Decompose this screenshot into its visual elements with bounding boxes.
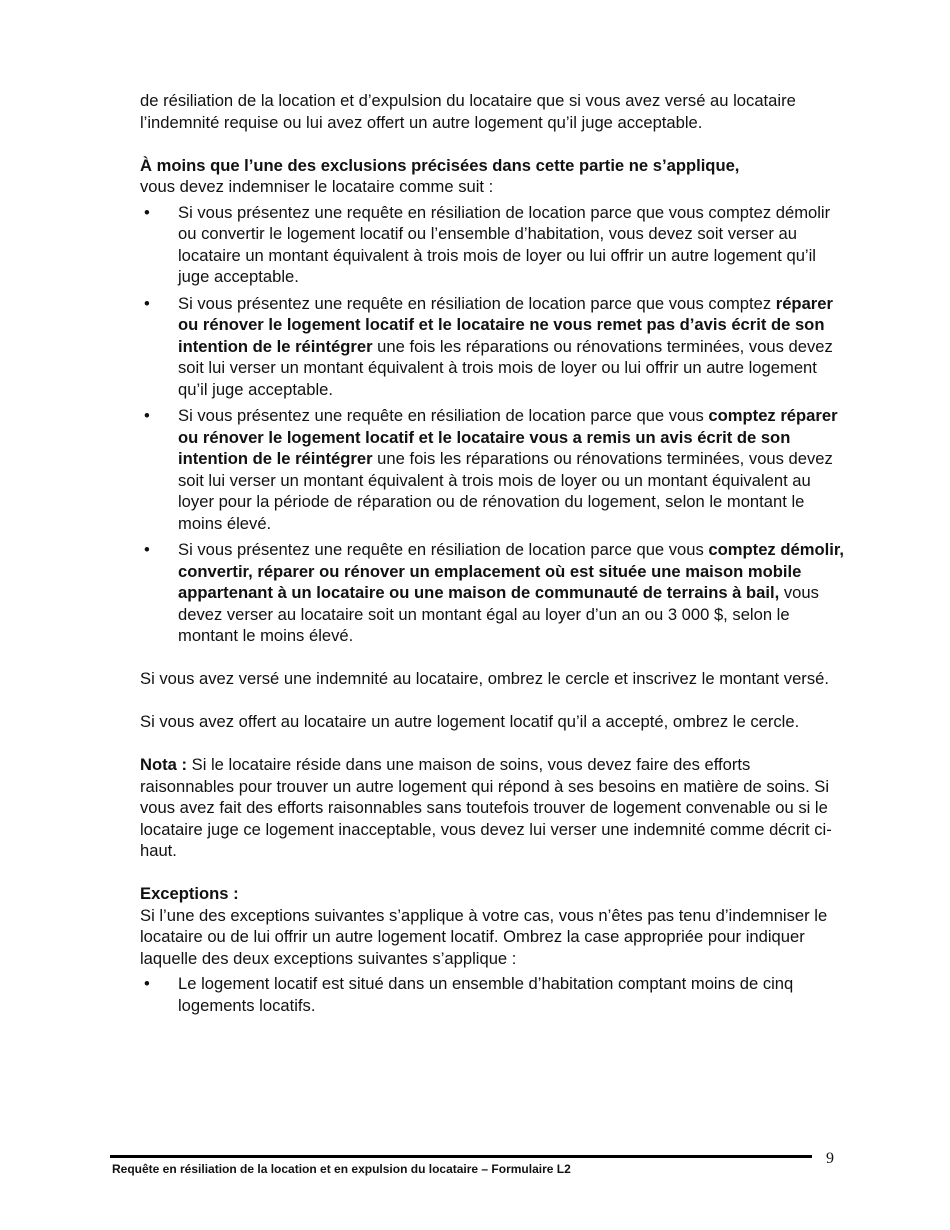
exceptions-heading [140, 883, 846, 905]
note-label: Nota : [140, 755, 188, 774]
item-text: Si vous présentez une requête en résiliation de location parce que vous comptez [178, 293, 776, 313]
item-bold-text: réparer ou rénover le logement locatif et le locataire ne vous remet pas d’avis écrit de son intention de le réintégrer [178, 293, 833, 356]
item-text: une fois les réparations ou rénovations terminées, vous devez soit lui verser un montant équivalent à trois mois de loyer ou un montant équivalent au loyer pour la période de réparation ou de rénovation du logement, selon le montant le moins élevé. [178, 449, 833, 533]
compensation-lead-rest: vous devez indemniser le locataire comme suit : [140, 177, 494, 196]
bullet-icon: • [144, 540, 150, 559]
footer-title: Requête en résiliation de la location et en expulsion du locataire – Formulaire L2 [112, 1162, 571, 1176]
item-text: vous devez verser au locataire soit un montant égal au loyer d’un an ou 3 000 $, selon le montant le moins élevé. [178, 583, 819, 645]
item-text: Si vous présentez une requête en résiliation de location parce que vous [178, 540, 709, 559]
list-item [140, 973, 846, 1016]
exceptions-list [140, 973, 846, 1016]
note-paragraph [140, 754, 846, 862]
item-text: Si vous présentez une requête en résiliation de location parce que vous comptez démolir ou convertir le logement locatif ou l’ensemble d’habitation, vous devez soit verser au locataire un montant équivalent à trois mois de loyer ou lui offrir un autre logement qu’il juge acceptable. [178, 202, 831, 286]
compensation-lead-bold: À moins que l’une des exclusions précisées dans cette partie ne s’applique, [140, 155, 740, 175]
bullet-icon: • [144, 202, 150, 222]
page-body [140, 90, 846, 1021]
item-bold-text: comptez réparer ou rénover le logement locatif et le locataire vous a remis un avis écrit de son intention de le réintégrer [178, 406, 838, 468]
exceptions-heading-text: Exceptions : [140, 884, 239, 903]
item-text: Si vous présentez une requête en résiliation de location parce que vous [178, 406, 709, 425]
list-item [140, 405, 846, 534]
compensation-list [140, 202, 846, 647]
item-text: Le logement locatif est situé dans un ensemble d’habitation comptant moins de cinq logements locatifs. [178, 974, 794, 1015]
list-item [140, 539, 846, 647]
offered-paragraph: Si vous avez offert au locataire un autre logement locatif qu’il a accepté, ombrez le cercle. [140, 712, 800, 731]
item-text: une fois les réparations ou rénovations terminées, vous devez soit lui verser un montant équivalent à trois mois de loyer ou lui offrir un autre logement qu’il juge acceptable. [178, 336, 833, 399]
bullet-icon: • [144, 293, 150, 313]
exceptions-paragraph: Si l’une des exceptions suivantes s’applique à votre cas, vous n’êtes pas tenu d’indemniser le locataire ou de lui offrir un autre logement locatif. Ombrez la case appropriée pour indiquer laquelle des deux exceptions suivantes s’applique : [140, 905, 828, 968]
bullet-icon: • [144, 406, 150, 425]
compensation-lead [140, 155, 846, 198]
item-bold-text: comptez démolir, convertir, réparer ou rénover un emplacement où est située une maison mobile appartenant à un locataire ou une maison de communauté de terrains à bail, [178, 540, 844, 602]
page-number: 9 [826, 1150, 834, 1167]
list-item [140, 202, 846, 288]
footer-divider [110, 1155, 812, 1158]
note-text: Si le locataire réside dans une maison de soins, vous devez faire des efforts raisonnables pour trouver un autre logement qui répond à ses besoins en matière de soins. Si vous avez fait des efforts raisonnables sans toutefois trouver de logement convenable ou si le locataire juge ce logement inacceptable, vous devez lui verser une indemnité comme décrit ci-haut. [140, 755, 832, 860]
intro-paragraph: de résiliation de la location et d’expulsion du locataire que si vous avez versé au locataire l’indemnité requise ou lui avez offert un autre logement qu’il juge acceptable. [140, 91, 796, 132]
bullet-icon: • [144, 974, 150, 993]
paid-paragraph: Si vous avez versé une indemnité au locataire, ombrez le cercle et inscrivez le montant versé. [140, 669, 829, 688]
list-item [140, 293, 846, 401]
